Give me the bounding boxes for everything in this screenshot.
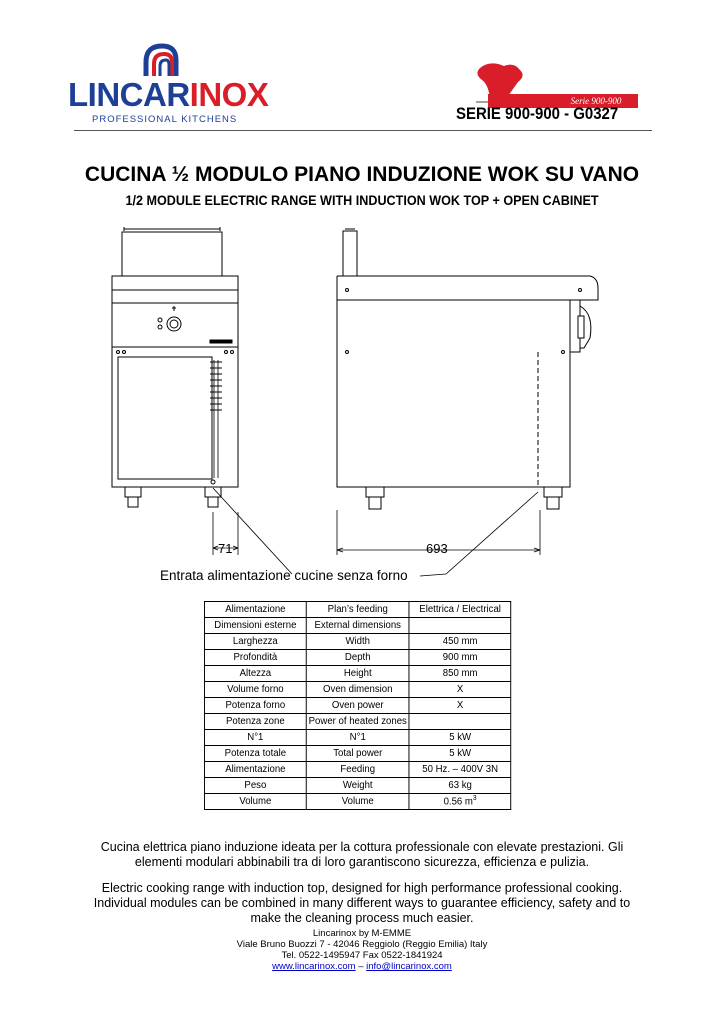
inlet-leader-front bbox=[213, 488, 292, 574]
spec-cell-value: Elettrica / Electrical bbox=[409, 602, 511, 618]
spec-cell-value: 50 Hz. – 400V 3N bbox=[409, 762, 511, 778]
side-view-drawing bbox=[337, 229, 598, 555]
spec-cell-italian: Alimentazione bbox=[204, 762, 306, 778]
spec-cell-value bbox=[409, 618, 511, 634]
footer-phones: Tel. 0522-1495947 Fax 0522-1841924 bbox=[281, 950, 443, 961]
spec-table-row bbox=[204, 618, 511, 634]
brand-tagline: PROFESSIONAL KITCHENS bbox=[92, 114, 238, 125]
spec-cell-english: Depth bbox=[306, 650, 409, 666]
footer-company: Lincarinox by M-EMME bbox=[312, 928, 412, 939]
spec-value-superscript: 3 bbox=[472, 795, 477, 803]
brand-name-part3: INOX bbox=[189, 76, 269, 113]
spec-table-row bbox=[204, 730, 511, 746]
spec-cell-value: X bbox=[409, 698, 511, 714]
spec-cell-value: 5 kW bbox=[409, 746, 511, 762]
brand-logo-wordmark bbox=[68, 78, 268, 111]
spec-cell-english: Width bbox=[306, 634, 409, 650]
spec-table-row bbox=[204, 762, 511, 778]
spec-cell-italian: Peso bbox=[204, 778, 306, 794]
spec-cell-italian: Volume forno bbox=[204, 682, 306, 698]
spec-cell-italian: Profondità bbox=[204, 650, 306, 666]
front-view-drawing bbox=[112, 227, 238, 555]
spec-cell-italian: Potenza forno bbox=[204, 698, 306, 714]
spec-cell-italian: Volume bbox=[204, 794, 306, 810]
spec-cell-english: Height bbox=[306, 666, 409, 682]
spec-cell-value: 63 kg bbox=[409, 778, 511, 794]
spec-table-row bbox=[204, 714, 511, 730]
spec-table-row bbox=[204, 794, 511, 810]
serie-badge-label: Serie 900-900 bbox=[570, 96, 622, 106]
footer-link-separator: – bbox=[355, 961, 367, 972]
footer-website-link[interactable]: www.lincarinox.com bbox=[272, 961, 356, 972]
serie-badge-chef-hat-icon bbox=[468, 62, 638, 110]
spec-cell-english: N°1 bbox=[306, 730, 409, 746]
spec-table-row bbox=[204, 634, 511, 650]
spec-cell-english: Weight bbox=[306, 778, 409, 794]
spec-cell-value: 900 mm bbox=[409, 650, 511, 666]
spec-cell-italian: Alimentazione bbox=[204, 602, 306, 618]
spec-cell-english: Oven power bbox=[306, 698, 409, 714]
spec-table-row bbox=[204, 746, 511, 762]
spec-table-row bbox=[204, 682, 511, 698]
footer-links bbox=[0, 961, 724, 972]
spec-cell-italian: Potenza zone bbox=[204, 714, 306, 730]
spec-cell-english: Power of heated zones bbox=[306, 714, 409, 730]
spec-cell-english: Total power bbox=[306, 746, 409, 762]
technical-drawing bbox=[0, 220, 724, 590]
brand-name-part1: LINC bbox=[68, 76, 143, 113]
spec-table bbox=[204, 601, 511, 810]
description-italian: Cucina elettrica piano induzione ideata per la cottura professionale con elevate prestazioni. Gli elementi modulari abbinabili tra di loro garantiscono sicurezza, efficienza e pulizia. bbox=[100, 840, 624, 869]
brand-logo-mark-icon bbox=[140, 40, 190, 80]
header-divider bbox=[74, 130, 652, 131]
dimension-front-label: 71 bbox=[218, 541, 233, 556]
spec-cell-italian: Altezza bbox=[204, 666, 306, 682]
spec-cell-value bbox=[409, 714, 511, 730]
product-title-english: 1/2 MODULE ELECTRIC RANGE WITH INDUCTION WOK TOP + OPEN CABINET bbox=[125, 192, 599, 208]
brand-name-part2: AR bbox=[143, 76, 190, 113]
spec-cell-english: Volume bbox=[306, 794, 409, 810]
spec-table-row bbox=[204, 778, 511, 794]
spec-cell-value: 5 kW bbox=[409, 730, 511, 746]
description-english: Electric cooking range with induction top, designed for high performance professional cooking. Individual modules can be combined in many different ways to guarantee efficiency, safety and to make the cleaning process much easier. bbox=[93, 881, 631, 925]
spec-cell-value: 850 mm bbox=[409, 666, 511, 682]
spec-cell-english: Oven dimension bbox=[306, 682, 409, 698]
inlet-leader-side bbox=[420, 492, 538, 576]
spec-cell-italian: Larghezza bbox=[204, 634, 306, 650]
serie-code: SERIE 900-900 - G0327 bbox=[456, 104, 619, 123]
spec-cell-value: 450 mm bbox=[409, 634, 511, 650]
spec-cell-italian: Potenza totale bbox=[204, 746, 306, 762]
spec-cell-english: Feeding bbox=[306, 762, 409, 778]
spec-cell-english: External dimensions bbox=[306, 618, 409, 634]
product-title-italian: CUCINA ½ MODULO PIANO INDUZIONE WOK SU VANO bbox=[84, 163, 640, 186]
footer-email-link[interactable]: info@lincarinox.com bbox=[366, 961, 452, 972]
spec-table-row bbox=[204, 666, 511, 682]
spec-table-row bbox=[204, 698, 511, 714]
spec-table-row bbox=[204, 650, 511, 666]
spec-cell-italian: N°1 bbox=[204, 730, 306, 746]
spec-table-row bbox=[204, 602, 511, 618]
spec-cell-english: Plan’s feeding bbox=[306, 602, 409, 618]
dimension-side-label: 693 bbox=[426, 541, 448, 556]
inlet-label: Entrata alimentazione cucine senza forno bbox=[160, 568, 408, 583]
spec-cell-value: X bbox=[409, 682, 511, 698]
footer-address: Viale Bruno Buozzi 7 - 42046 Reggiolo (Reggio Emilia) Italy bbox=[236, 939, 488, 950]
footer bbox=[0, 928, 724, 972]
spec-cell-italian: Dimensioni esterne bbox=[204, 618, 306, 634]
spec-cell-value: 0.56 $m^3$ bbox=[409, 794, 511, 810]
spec-table-body bbox=[204, 602, 511, 810]
